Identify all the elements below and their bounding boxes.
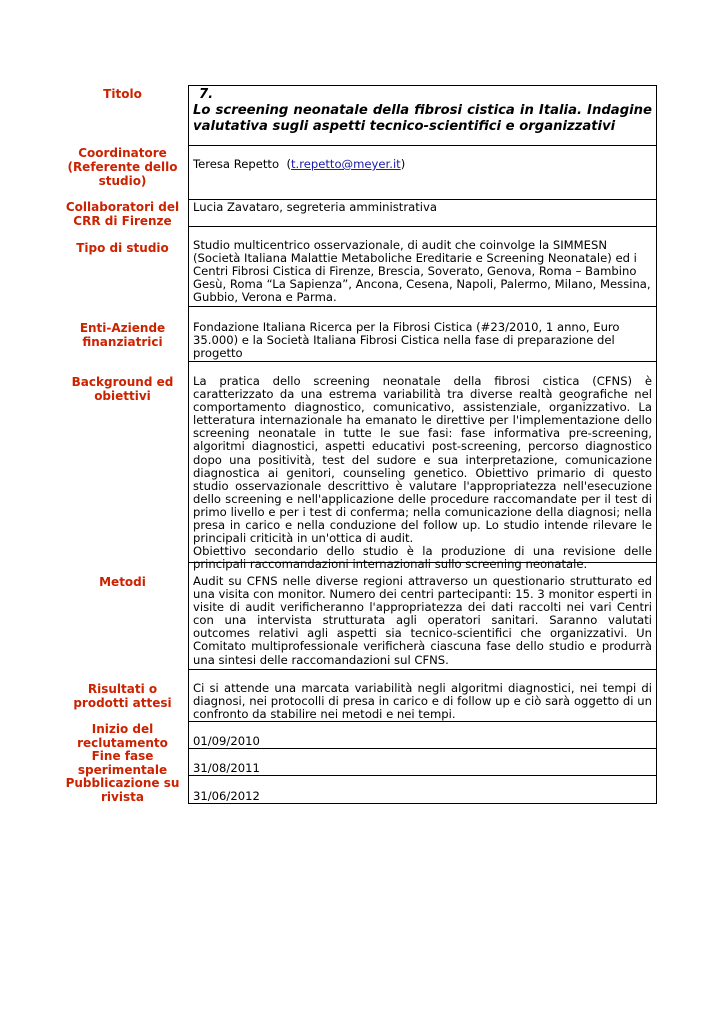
risultati-cell: Ci si attende una marcata variabilità negli algoritmi diagnostici, nei tempi di diagnosi, nei protocolli di presa in carico e di follow up e ciò sarà oggetto di un confronto da stabilire nei metodi e nei tempi. xyxy=(188,670,657,722)
background-cell xyxy=(188,362,657,572)
metodi-cell: Audit su CFNS nelle diverse regioni attraverso un questionario strutturato ed una visita con monitor. Numero dei centri partecipanti: 15. 3 monitor esperti in visite di audit verificheranno l'appropriatezza dei dati raccolti nei vari Centri con una intervista strutturata agli operatori sanitari. Saranno valutati outcomes relativi agli aspetti sia tecnico-scientifici che organizzativi. Un Comitato multiprofessionale verificherà ciascuna fase dello studio e produrrà una sintesi delle raccomandazioni sul CFNS. xyxy=(188,563,657,670)
label-pubblicazione: Pubblicazione su rivista xyxy=(65,776,180,804)
background-paragraph-2: Obiettivo secondario dello studio è la produzione di una revisione delle principali raccomandazioni internazionali sullo screening neonatale. xyxy=(193,544,652,572)
label-fine: Fine fase sperimentale xyxy=(77,749,168,777)
label-metodi: Metodi xyxy=(99,575,146,589)
coordinatore-cell: Teresa Repetto (t.repetto@meyer.it) xyxy=(188,146,657,200)
coordinatore-name: Teresa Repetto xyxy=(193,157,280,171)
tipo-studio-cell: Studio multicentrico osservazionale, di audit che coinvolge la SIMMESN (Società Italiana Malattie Metaboliche Ereditarie e Screening Neonatale) ed i Centri Fibrosi Cistica di Firenze, Brescia, Soverato, Genova, Roma – Bambino Gesù, Roma “La Sapienza”, Ancona, Cesena, Napoli, Palermo, Milano, Messina, Gubbio, Verona e Parma. xyxy=(188,227,657,307)
collaboratori-cell: Lucia Zavataro, segreteria amministrativa xyxy=(188,200,657,227)
title-cell xyxy=(188,85,657,146)
inizio-cell: 01/09/2010 xyxy=(188,722,657,749)
label-tipo-studio: Tipo di studio xyxy=(76,241,169,255)
label-background: Background ed obiettivi xyxy=(71,375,174,403)
title-number: 7. xyxy=(199,87,214,102)
label-enti: Enti-Aziende finanziatrici xyxy=(79,321,166,349)
background-paragraph-1: La pratica dello screening neonatale della fibrosi cistica (CFNS) è caratterizzato da una estrema variabilità tra diverse realtà geografiche nel comportamento diagnostico, comunicativo, assistenziale, organizzativo. La letteratura internazionale ha emanato le direttive per l'implementazione dello screening neonatale in tutte le sue fasi: fase informativa pre-screening, algoritmi diagnostici, aspetti educativi post-screening, percorso diagnostico dopo una positività, test del sudore e sua interpretazione, comunicazione diagnostica ai genitori, counseling genetico. Obiettivo primario di questo studio osservazionale descrittivo è valutare l'appropriatezza nell'esecuzione dello screening e nell'applicazione delle procedure raccomandate per il test di primo livello e per i test di conferma; nella comunicazione della diagnosi; nella presa in carico e nella conduzione del follow up. Lo studio intende rilevare le principali criticità in un'ottica di audit. xyxy=(193,374,652,546)
pubblicazione-cell: 31/06/2012 xyxy=(188,776,657,804)
label-inizio: Inizio del reclutamento xyxy=(77,722,168,750)
fine-cell: 31/08/2011 xyxy=(188,749,657,776)
label-risultati: Risultati o prodotti attesi xyxy=(73,682,172,710)
enti-cell: Fondazione Italiana Ricerca per la Fibrosi Cistica (#23/2010, 1 anno, Euro 35.000) e la Società Italiana Fibrosi Cistica nella fase di preparazione del progetto xyxy=(188,307,657,362)
label-collaboratori: Collaboratori del CRR di Firenze xyxy=(65,200,180,228)
coordinatore-email-link[interactable]: t.repetto@meyer.it xyxy=(290,157,401,171)
label-titolo: Titolo xyxy=(103,87,142,101)
label-coordinatore: Coordinatore (Referente dello studio) xyxy=(67,146,178,188)
title-text: Lo screening neonatale della fibrosi cistica in Italia. Indagine valutativa sugli aspetti tecnico-scientifici e organizzativi xyxy=(193,103,652,134)
